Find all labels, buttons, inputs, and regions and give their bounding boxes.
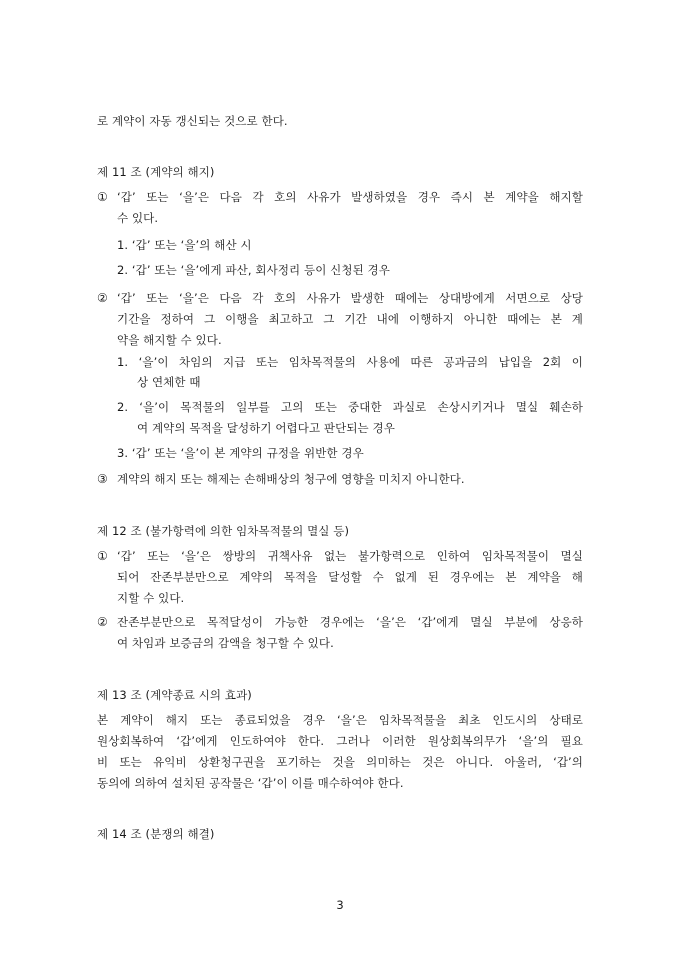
clause-text: 계약의 해지 또는 해제는 손해배상의 청구에 영향을 미치지 아니한다. (117, 472, 465, 486)
clause-text: 수 있다. (117, 211, 159, 225)
clause-marker-2: ② (97, 291, 108, 305)
list-item-continuation: 상 연체한 때 (137, 375, 201, 389)
clause-text: 지할 수 있다. (117, 591, 185, 605)
list-item-continuation: 여 계약의 목적을 달성하기 어렵다고 판단되는 경우 (137, 421, 395, 435)
clause-text: 잔존부분만으로 목적달성이 가능한 경우에는 ‘을’은 ‘갑’에게 멸실 부분에 상응하 (117, 615, 583, 629)
clause-marker-1: ① (97, 190, 108, 204)
paragraph-line: 본 계약이 해지 또는 종료되었을 경우 ‘을’은 임차목적물을 최초 인도시의 상태로 (97, 713, 583, 727)
clause-text: ‘갑’ 또는 ‘을’은 쌍방의 귀책사유 없는 불가항력으로 인하여 임차목적물이 멸실 (117, 549, 583, 563)
clause-text: 약을 해지할 수 있다. (117, 333, 222, 347)
paragraph-line: 비 또는 유익비 상환청구권을 포기하는 것을 의미하는 것은 아니다. 아울러, ‘갑’의 (97, 755, 583, 769)
article-11-title: 제 11 조 (계약의 해지) (97, 165, 215, 179)
article-14-title: 제 14 조 (분쟁의 해결) (97, 827, 215, 841)
clause-text: ‘갑’ 또는 ‘을’은 다음 각 호의 사유가 발생한 때에는 상대방에게 서면으로 상당 (117, 291, 583, 305)
paragraph-line: 원상회복하여 ‘갑’에게 인도하여야 한다. 그러나 이러한 원상회복의무가 ‘을’의 필요 (97, 734, 583, 748)
list-item: 1. ‘갑’ 또는 ‘을’의 해산 시 (117, 238, 252, 252)
article-13-title: 제 13 조 (계약종료 시의 효과) (97, 688, 252, 702)
list-item: 1. ‘을’이 차임의 지급 또는 임차목적물의 사용에 따른 공과금의 납입을 2회 이 (117, 355, 583, 369)
clause-text: 여 차임과 보증금의 감액을 청구할 수 있다. (117, 636, 334, 650)
clause-text: ‘갑’ 또는 ‘을’은 다음 각 호의 사유가 발생하였을 경우 즉시 본 계약을 해지할 (117, 190, 583, 204)
clause-marker-1: ① (97, 549, 108, 563)
clause-text: 되어 잔존부분만으로 계약의 목적을 달성할 수 없게 된 경우에는 본 계약을 해 (117, 570, 583, 584)
clause-marker-3: ③ (97, 472, 108, 486)
list-item: 2. ‘을’이 목적물의 일부를 고의 또는 중대한 과실로 손상시키거나 멸실 훼손하 (117, 400, 583, 414)
list-item: 3. ‘갑’ 또는 ‘을’이 본 계약의 규정을 위반한 경우 (117, 446, 364, 460)
article-12-title: 제 12 조 (불가항력에 의한 임차목적물의 멸실 등) (97, 524, 350, 538)
page-number: 3 (336, 898, 344, 912)
clause-marker-2: ② (97, 615, 108, 629)
intro-line: 로 계약이 자동 갱신되는 것으로 한다. (97, 114, 288, 128)
list-item: 2. ‘갑’ 또는 ‘을’에게 파산, 회사정리 등이 신청된 경우 (117, 263, 390, 277)
clause-text: 기간을 정하여 그 이행을 최고하고 그 기간 내에 이행하지 아니한 때에는 본 계 (117, 312, 583, 326)
paragraph-line: 동의에 의하여 설치된 공작물은 ‘갑’이 이를 매수하여야 한다. (97, 776, 404, 790)
